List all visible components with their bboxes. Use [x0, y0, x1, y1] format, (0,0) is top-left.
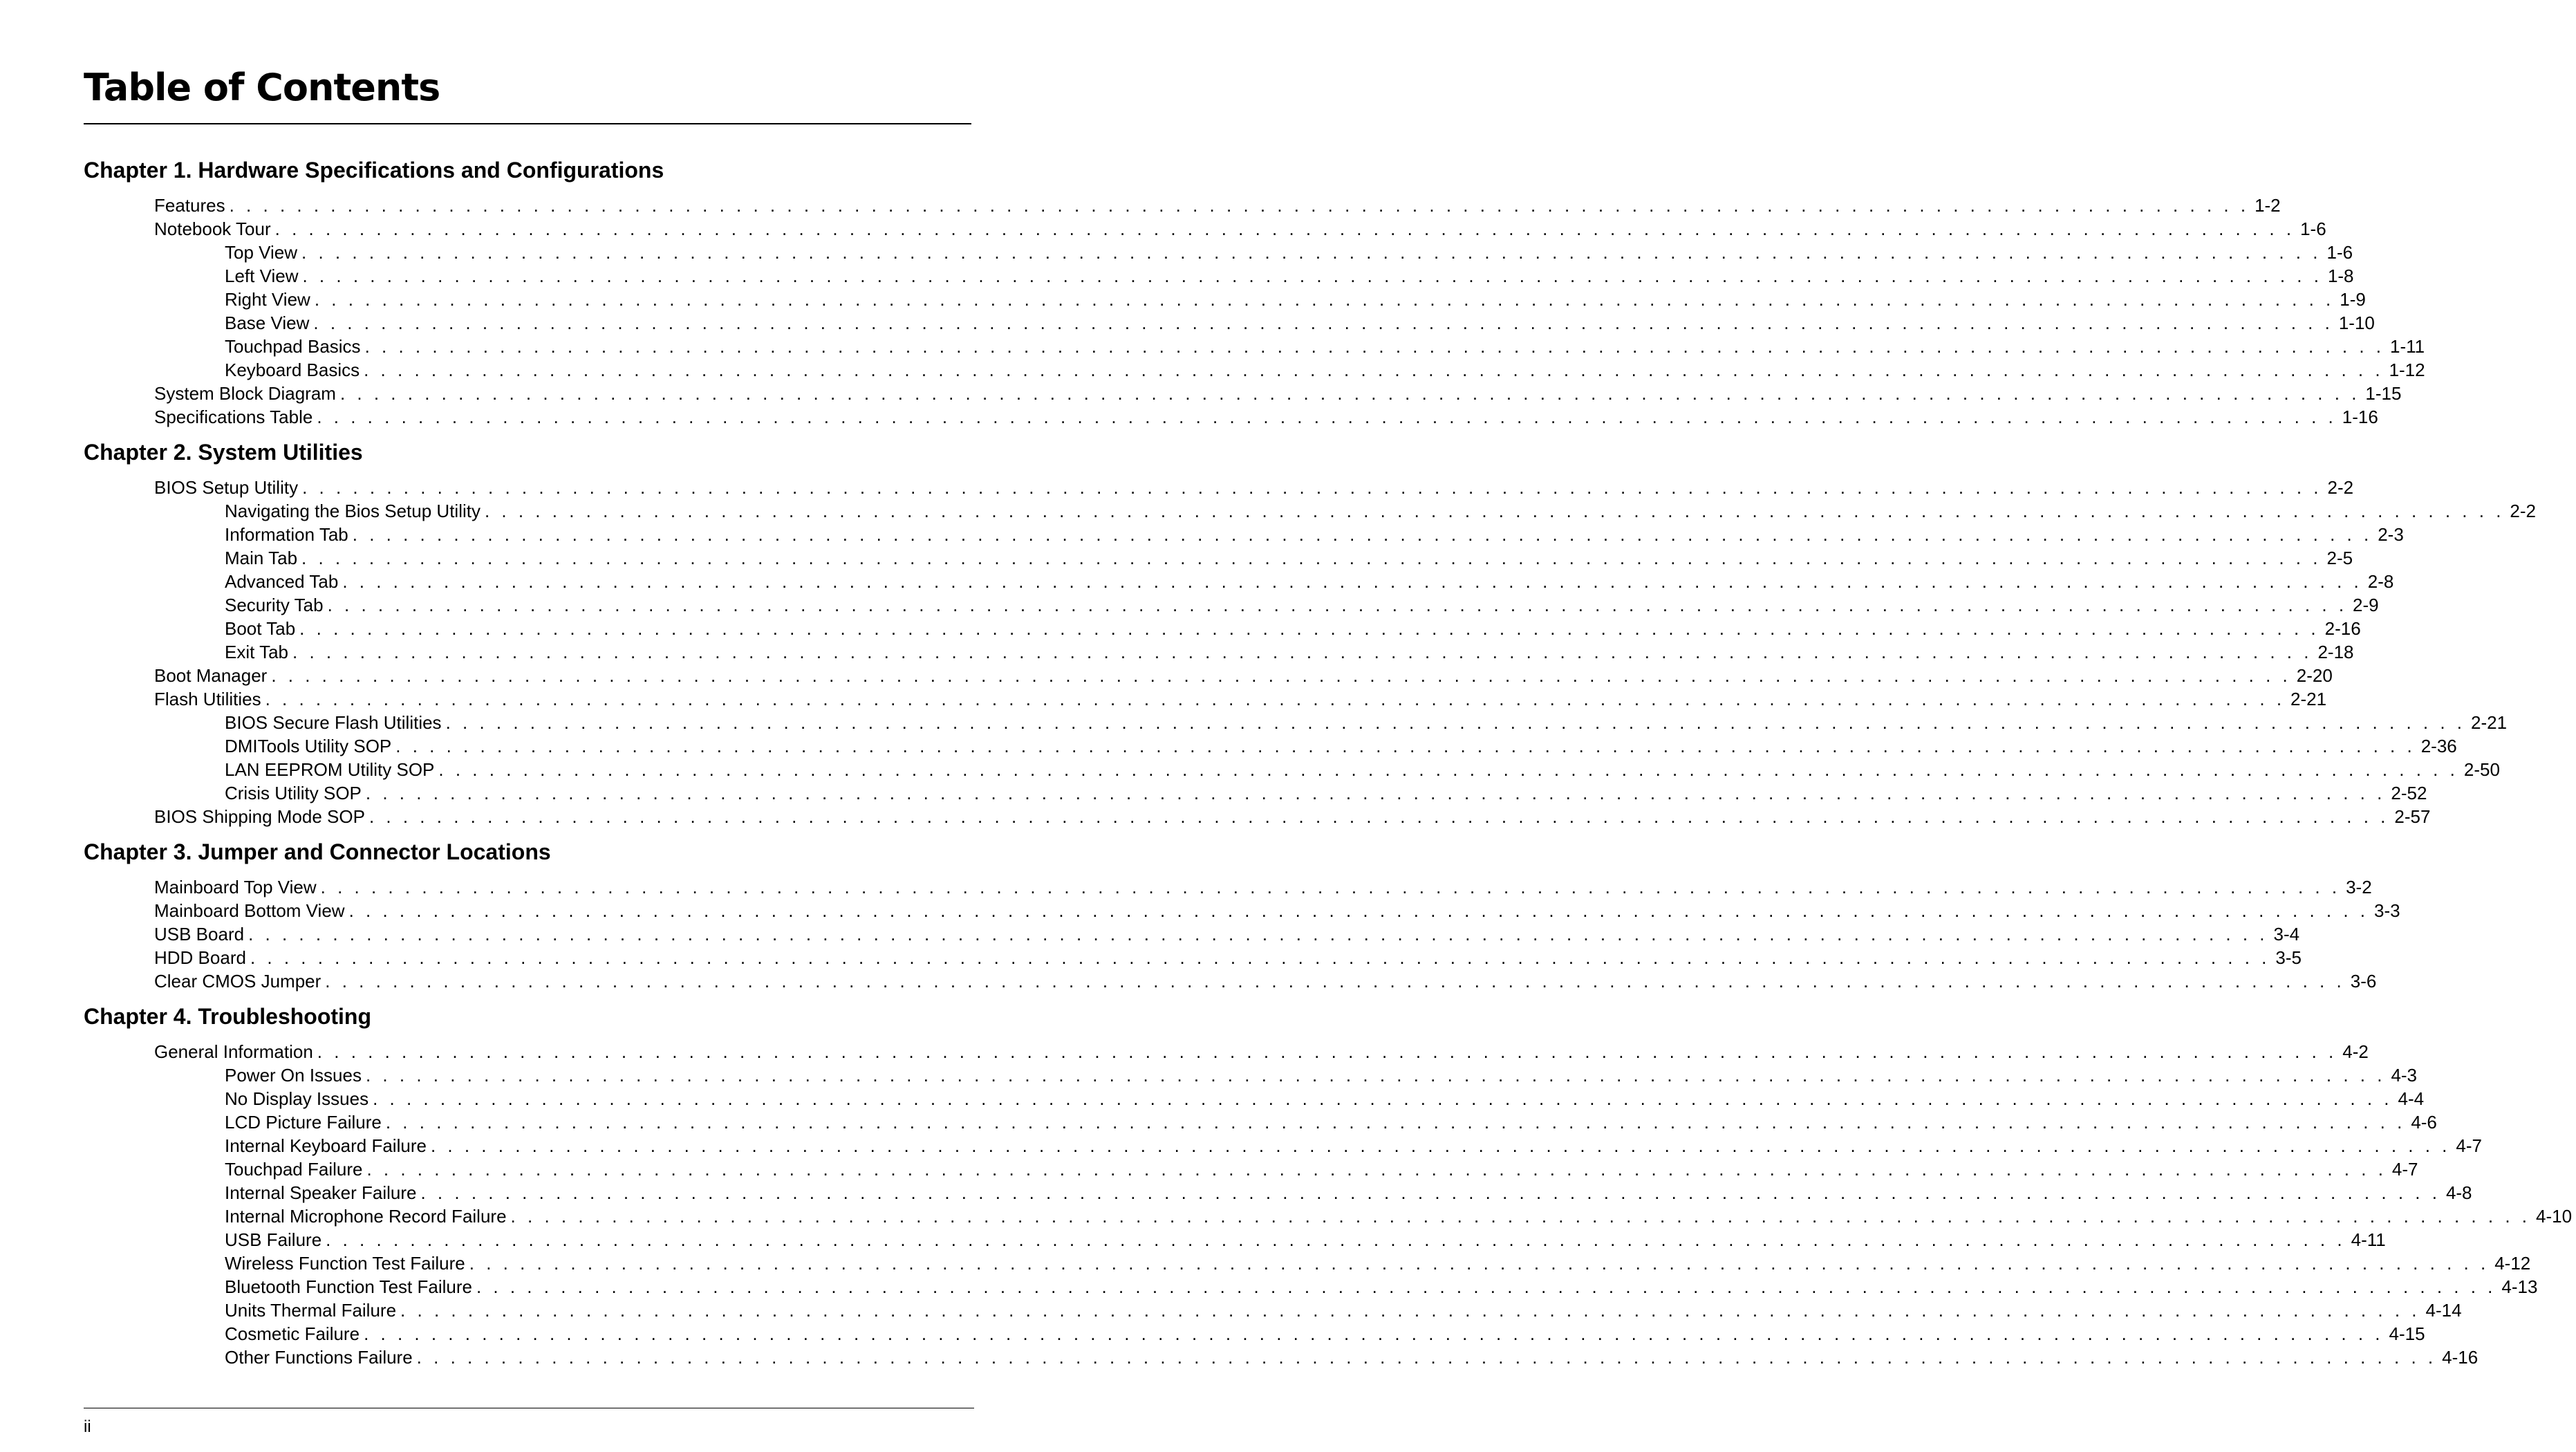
- toc-entry-label: BIOS Secure Flash Utilities: [225, 712, 442, 733]
- chapter-section: [84, 839, 2400, 993]
- toc-entry[interactable]: [84, 1134, 2482, 1157]
- toc-entry-page: 4-12: [2494, 1253, 2531, 1274]
- dot-leader: . . . . . . . . . . . . . . . . . . . . . . . . . . . . . . . . . . . . . . . . . . . . . . . . . . . . . . . . . . . . . . . . . . . . . . . . . . . . . . . . . . . . . . . . . . . . . . . . . . . . . . . . . . . . . . . . . . . . . . . .: [229, 195, 2250, 216]
- toc-entry-label: Power On Issues: [225, 1065, 362, 1086]
- chapter-section: [84, 1004, 2573, 1369]
- dot-leader: . . . . . . . . . . . . . . . . . . . . . . . . . . . . . . . . . . . . . . . . . . . . . . . . . . . . . . . . . . . . . . . . . . . . . . . . . . . . . . . . . . . . . . . . . . . . . . . . . . . . . . . . . . . . . . . . . . . . . . . .: [301, 242, 2322, 263]
- toc-entry[interactable]: [84, 382, 2402, 405]
- dot-leader: . . . . . . . . . . . . . . . . . . . . . . . . . . . . . . . . . . . . . . . . . . . . . . . . . . . . . . . . . . . . . . . . . . . . . . . . . . . . . . . . . . . . . . . . . . . . . . . . . . . . . . . . . . . . . . . . . . . . . . . .: [400, 1300, 2420, 1321]
- toc-entry-label: General Information: [154, 1041, 313, 1062]
- toc-entry-page: 3-3: [2374, 900, 2400, 921]
- toc-entry-page: 2-2: [2510, 501, 2536, 521]
- dot-leader: . . . . . . . . . . . . . . . . . . . . . . . . . . . . . . . . . . . . . . . . . . . . . . . . . . . . . . . . . . . . . . . . . . . . . . . . . . . . . . . . . . . . . . . . . . . . . . . . . . . . . . . . . . . . . . . . . . . . . . . .: [445, 712, 2466, 733]
- dot-leader: . . . . . . . . . . . . . . . . . . . . . . . . . . . . . . . . . . . . . . . . . . . . . . . . . . . . . . . . . . . . . . . . . . . . . . . . . . . . . . . . . . . . . . . . . . . . . . . . . . . . . . . . . . . . . . . . . . . . . . . .: [365, 1065, 2386, 1086]
- dot-leader: . . . . . . . . . . . . . . . . . . . . . . . . . . . . . . . . . . . . . . . . . . . . . . . . . . . . . . . . . . . . . . . . . . . . . . . . . . . . . . . . . . . . . . . . . . . . . . . . . . . . . . . . . . . . . . . . . . . . . . . .: [339, 383, 2360, 404]
- toc-entry-label: System Block Diagram: [154, 383, 336, 404]
- toc-entry[interactable]: [84, 358, 2425, 382]
- toc-entry-page: 2-57: [2394, 806, 2431, 827]
- toc-entry-label: No Display Issues: [225, 1088, 369, 1109]
- toc-entry[interactable]: [84, 194, 2281, 217]
- chapter-heading: Chapter 1. Hardware Specifications and Configurations: [84, 158, 664, 183]
- dot-leader: . . . . . . . . . . . . . . . . . . . . . . . . . . . . . . . . . . . . . . . . . . . . . . . . . . . . . . . . . . . . . . . . . . . . . . . . . . . . . . . . . . . . . . . . . . . . . . . . . . . . . . . . . . . . . . . . . . . . . . . .: [320, 877, 2341, 897]
- toc-entry[interactable]: [84, 499, 2536, 523]
- toc-entry-label: Information Tab: [225, 524, 348, 545]
- toc-entry-label: USB Board: [154, 924, 245, 944]
- toc-entry-page: 4-2: [2342, 1041, 2369, 1062]
- page-title: Table of Contents: [84, 66, 440, 109]
- toc-entry-page: 2-21: [2290, 689, 2327, 709]
- dot-leader: . . . . . . . . . . . . . . . . . . . . . . . . . . . . . . . . . . . . . . . . . . . . . . . . . . . . . . . . . . . . . . . . . . . . . . . . . . . . . . . . . . . . . . . . . . . . . . . . . . . . . . . . . . . . . . . . . . . . . . . .: [299, 618, 2320, 639]
- toc-entry-label: Security Tab: [225, 595, 324, 615]
- toc-entry-label: Left View: [225, 266, 299, 286]
- toc-entry-page: 4-11: [2351, 1229, 2386, 1250]
- toc-entry-page: 1-12: [2389, 360, 2425, 380]
- chapter-heading: Chapter 3. Jumper and Connector Locations: [84, 839, 551, 864]
- dot-leader: . . . . . . . . . . . . . . . . . . . . . . . . . . . . . . . . . . . . . . . . . . . . . . . . . . . . . . . . . . . . . . . . . . . . . . . . . . . . . . . . . . . . . . . . . . . . . . . . . . . . . . . . . . . . . . . . . . . . . . . .: [373, 1088, 2393, 1109]
- title-divider: [84, 123, 971, 124]
- toc-entry-page: 2-50: [2463, 759, 2500, 780]
- toc-entry-label: Internal Keyboard Failure: [225, 1135, 427, 1156]
- dot-leader: . . . . . . . . . . . . . . . . . . . . . . . . . . . . . . . . . . . . . . . . . . . . . . . . . . . . . . . . . . . . . . . . . . . . . . . . . . . . . . . . . . . . . . . . . . . . . . . . . . . . . . . . . . . . . . . . . . . . . . . .: [366, 1159, 2387, 1180]
- toc-entry[interactable]: [84, 1322, 2425, 1346]
- toc-entry-page: 2-9: [2353, 595, 2379, 615]
- toc-entry-label: HDD Board: [154, 947, 246, 968]
- toc-entry[interactable]: [84, 711, 2508, 734]
- dot-leader: . . . . . . . . . . . . . . . . . . . . . . . . . . . . . . . . . . . . . . . . . . . . . . . . . . . . . . . . . . . . . . . . . . . . . . . . . . . . . . . . . . . . . . . . . . . . . . . . . . . . . . . . . . . . . . . . . . . . . . . .: [274, 218, 2295, 239]
- toc-entry-label: Specifications Table: [154, 407, 313, 427]
- toc-entry[interactable]: [84, 217, 2326, 241]
- page-number: ii: [84, 1417, 91, 1436]
- toc-entry[interactable]: [84, 758, 2500, 781]
- dot-leader: . . . . . . . . . . . . . . . . . . . . . . . . . . . . . . . . . . . . . . . . . . . . . . . . . . . . . . . . . . . . . . . . . . . . . . . . . . . . . . . . . . . . . . . . . . . . . . . . . . . . . . . . . . . . . . . . . . . . . . . .: [342, 571, 2362, 592]
- toc-entry-label: Touchpad Failure: [225, 1159, 363, 1180]
- dot-leader: . . . . . . . . . . . . . . . . . . . . . . . . . . . . . . . . . . . . . . . . . . . . . . . . . . . . . . . . . . . . . . . . . . . . . . . . . . . . . . . . . . . . . . . . . . . . . . . . . . . . . . . . . . . . . . . . . . . . . . . .: [326, 1229, 2346, 1250]
- dot-leader: . . . . . . . . . . . . . . . . . . . . . . . . . . . . . . . . . . . . . . . . . . . . . . . . . . . . . . . . . . . . . . . . . . . . . . . . . . . . . . . . . . . . . . . . . . . . . . . . . . . . . . . . . . . . . . . . . . . . . . . .: [365, 783, 2386, 803]
- dot-leader: . . . . . . . . . . . . . . . . . . . . . . . . . . . . . . . . . . . . . . . . . . . . . . . . . . . . . . . . . . . . . . . . . . . . . . . . . . . . . . . . . . . . . . . . . . . . . . . . . . . . . . . . . . . . . . . . . . . . . . . .: [420, 1182, 2440, 1203]
- toc-entry-page: 2-36: [2420, 736, 2457, 756]
- toc-entry-label: Other Functions Failure: [225, 1347, 413, 1368]
- toc-entry[interactable]: [84, 875, 2372, 899]
- toc-entry[interactable]: [84, 1228, 2386, 1251]
- dot-leader: . . . . . . . . . . . . . . . . . . . . . . . . . . . . . . . . . . . . . . . . . . . . . . . . . . . . . . . . . . . . . . . . . . . . . . . . . . . . . . . . . . . . . . . . . . . . . . . . . . . . . . . . . . . . . . . . . . . . . . . .: [484, 501, 2505, 521]
- dot-leader: . . . . . . . . . . . . . . . . . . . . . . . . . . . . . . . . . . . . . . . . . . . . . . . . . . . . . . . . . . . . . . . . . . . . . . . . . . . . . . . . . . . . . . . . . . . . . . . . . . . . . . . . . . . . . . . . . . . . . . . .: [317, 1041, 2337, 1062]
- toc-entry[interactable]: [84, 288, 2366, 311]
- dot-leader: . . . . . . . . . . . . . . . . . . . . . . . . . . . . . . . . . . . . . . . . . . . . . . . . . . . . . . . . . . . . . . . . . . . . . . . . . . . . . . . . . . . . . . . . . . . . . . . . . . . . . . . . . . . . . . . . . . . . . . . .: [325, 971, 2345, 992]
- toc-entry[interactable]: [84, 1299, 2462, 1322]
- toc-entry[interactable]: [84, 311, 2375, 335]
- toc-entry[interactable]: [84, 640, 2354, 664]
- dot-leader: . . . . . . . . . . . . . . . . . . . . . . . . . . . . . . . . . . . . . . . . . . . . . . . . . . . . . . . . . . . . . . . . . . . . . . . . . . . . . . . . . . . . . . . . . . . . . . . . . . . . . . . . . . . . . . . . . . . . . . . .: [271, 665, 2291, 686]
- toc-entry-label: Exit Tab: [225, 642, 289, 662]
- toc-entry[interactable]: [84, 405, 2378, 429]
- toc-entry-label: Mainboard Bottom View: [154, 900, 345, 921]
- toc-entry-label: Navigating the Bios Setup Utility: [225, 501, 480, 521]
- toc-entry-page: 4-16: [2442, 1347, 2479, 1368]
- toc-entry-label: Advanced Tab: [225, 571, 339, 592]
- toc-entry-page: 4-14: [2425, 1300, 2462, 1321]
- toc-entry[interactable]: [84, 1181, 2472, 1204]
- toc-entry-page: 4-6: [2411, 1112, 2437, 1133]
- dot-leader: . . . . . . . . . . . . . . . . . . . . . . . . . . . . . . . . . . . . . . . . . . . . . . . . . . . . . . . . . . . . . . . . . . . . . . . . . . . . . . . . . . . . . . . . . . . . . . . . . . . . . . . . . . . . . . . . . . . . . . . .: [416, 1347, 2437, 1368]
- toc-entry[interactable]: [84, 1275, 2538, 1299]
- toc-entry-label: Base View: [225, 313, 310, 333]
- toc-entry-page: 3-6: [2350, 971, 2377, 992]
- toc-entry[interactable]: [84, 476, 2354, 499]
- toc-entry-label: Main Tab: [225, 548, 298, 568]
- toc-entry-label: LAN EEPROM Utility SOP: [225, 759, 435, 780]
- dot-leader: . . . . . . . . . . . . . . . . . . . . . . . . . . . . . . . . . . . . . . . . . . . . . . . . . . . . . . . . . . . . . . . . . . . . . . . . . . . . . . . . . . . . . . . . . . . . . . . . . . . . . . . . . . . . . . . . . . . . . . . .: [314, 289, 2335, 310]
- toc-entry-page: 4-15: [2389, 1323, 2425, 1344]
- toc-entry-page: 4-7: [2456, 1135, 2482, 1156]
- toc-entry[interactable]: [84, 1157, 2418, 1181]
- toc-entry-label: Cosmetic Failure: [225, 1323, 360, 1344]
- dot-leader: . . . . . . . . . . . . . . . . . . . . . . . . . . . . . . . . . . . . . . . . . . . . . . . . . . . . . . . . . . . . . . . . . . . . . . . . . . . . . . . . . . . . . . . . . . . . . . . . . . . . . . . . . . . . . . . . . . . . . . . .: [317, 407, 2337, 427]
- toc-entry[interactable]: [84, 1204, 2573, 1228]
- toc-entry-label: BIOS Shipping Mode SOP: [154, 806, 365, 827]
- toc-entry[interactable]: [84, 664, 2333, 687]
- toc-entry-page: 4-10: [2536, 1206, 2573, 1227]
- dot-leader: . . . . . . . . . . . . . . . . . . . . . . . . . . . . . . . . . . . . . . . . . . . . . . . . . . . . . . . . . . . . . . . . . . . . . . . . . . . . . . . . . . . . . . . . . . . . . . . . . . . . . . . . . . . . . . . . . . . . . . . .: [265, 689, 2286, 709]
- toc-entry-page: 4-7: [2391, 1159, 2418, 1180]
- toc-entry-page: 2-52: [2391, 783, 2427, 803]
- toc-entry-label: Top View: [225, 242, 298, 263]
- toc-entry-page: 1-8: [2327, 266, 2354, 286]
- toc-entry-label: LCD Picture Failure: [225, 1112, 382, 1133]
- toc-entry-label: Internal Speaker Failure: [225, 1182, 417, 1203]
- toc-entry-page: 1-10: [2338, 313, 2375, 333]
- toc-entry-label: Bluetooth Function Test Failure: [225, 1276, 472, 1297]
- toc-entry-page: 1-6: [2326, 242, 2353, 263]
- dot-leader: . . . . . . . . . . . . . . . . . . . . . . . . . . . . . . . . . . . . . . . . . . . . . . . . . . . . . . . . . . . . . . . . . . . . . . . . . . . . . . . . . . . . . . . . . . . . . . . . . . . . . . . . . . . . . . . . . . . . . . . .: [248, 924, 2268, 944]
- dot-leader: . . . . . . . . . . . . . . . . . . . . . . . . . . . . . . . . . . . . . . . . . . . . . . . . . . . . . . . . . . . . . . . . . . . . . . . . . . . . . . . . . . . . . . . . . . . . . . . . . . . . . . . . . . . . . . . . . . . . . . . .: [364, 1323, 2384, 1344]
- toc-entry-page: 3-2: [2346, 877, 2372, 897]
- toc-entry[interactable]: [84, 264, 2354, 288]
- toc-entry-page: 1-6: [2300, 218, 2326, 239]
- dot-leader: . . . . . . . . . . . . . . . . . . . . . . . . . . . . . . . . . . . . . . . . . . . . . . . . . . . . . . . . . . . . . . . . . . . . . . . . . . . . . . . . . . . . . . . . . . . . . . . . . . . . . . . . . . . . . . . . . . . . . . . .: [327, 595, 2348, 615]
- toc-entry-label: BIOS Setup Utility: [154, 477, 299, 498]
- dot-leader: . . . . . . . . . . . . . . . . . . . . . . . . . . . . . . . . . . . . . . . . . . . . . . . . . . . . . . . . . . . . . . . . . . . . . . . . . . . . . . . . . . . . . . . . . . . . . . . . . . . . . . . . . . . . . . . . . . . . . . . .: [395, 736, 2416, 756]
- toc-entry[interactable]: [84, 546, 2353, 570]
- dot-leader: . . . . . . . . . . . . . . . . . . . . . . . . . . . . . . . . . . . . . . . . . . . . . . . . . . . . . . . . . . . . . . . . . . . . . . . . . . . . . . . . . . . . . . . . . . . . . . . . . . . . . . . . . . . . . . . . . . . . . . . .: [250, 947, 2270, 968]
- toc-entry-page: 4-3: [2391, 1065, 2418, 1086]
- dot-leader: . . . . . . . . . . . . . . . . . . . . . . . . . . . . . . . . . . . . . . . . . . . . . . . . . . . . . . . . . . . . . . . . . . . . . . . . . . . . . . . . . . . . . . . . . . . . . . . . . . . . . . . . . . . . . . . . . . . . . . . .: [302, 477, 2322, 498]
- toc-entry-label: Mainboard Top View: [154, 877, 317, 897]
- dot-leader: . . . . . . . . . . . . . . . . . . . . . . . . . . . . . . . . . . . . . . . . . . . . . . . . . . . . . . . . . . . . . . . . . . . . . . . . . . . . . . . . . . . . . . . . . . . . . . . . . . . . . . . . . . . . . . . . . . . . . . . .: [352, 524, 2373, 545]
- toc-entry[interactable]: [84, 1251, 2531, 1275]
- toc-entry[interactable]: [84, 781, 2427, 805]
- dot-leader: . . . . . . . . . . . . . . . . . . . . . . . . . . . . . . . . . . . . . . . . . . . . . . . . . . . . . . . . . . . . . . . . . . . . . . . . . . . . . . . . . . . . . . . . . . . . . . . . . . . . . . . . . . . . . . . . . . . . . . . .: [364, 360, 2384, 380]
- dot-leader: . . . . . . . . . . . . . . . . . . . . . . . . . . . . . . . . . . . . . . . . . . . . . . . . . . . . . . . . . . . . . . . . . . . . . . . . . . . . . . . . . . . . . . . . . . . . . . . . . . . . . . . . . . . . . . . . . . . . . . . .: [469, 1253, 2490, 1274]
- toc-entry[interactable]: [84, 687, 2327, 711]
- toc-entry[interactable]: [84, 241, 2353, 264]
- dot-leader: . . . . . . . . . . . . . . . . . . . . . . . . . . . . . . . . . . . . . . . . . . . . . . . . . . . . . . . . . . . . . . . . . . . . . . . . . . . . . . . . . . . . . . . . . . . . . . . . . . . . . . . . . . . . . . . . . . . . . . . .: [364, 336, 2385, 357]
- toc-entry[interactable]: [84, 734, 2457, 758]
- toc-entry-page: 4-8: [2445, 1182, 2472, 1203]
- toc-entry-label: Features: [154, 195, 225, 216]
- toc-entry-label: USB Failure: [225, 1229, 322, 1250]
- dot-leader: . . . . . . . . . . . . . . . . . . . . . . . . . . . . . . . . . . . . . . . . . . . . . . . . . . . . . . . . . . . . . . . . . . . . . . . . . . . . . . . . . . . . . . . . . . . . . . . . . . . . . . . . . . . . . . . . . . . . . . . .: [510, 1206, 2530, 1227]
- toc-entry-page: 4-13: [2501, 1276, 2538, 1297]
- chapter-heading: Chapter 2. System Utilities: [84, 440, 363, 465]
- dot-leader: . . . . . . . . . . . . . . . . . . . . . . . . . . . . . . . . . . . . . . . . . . . . . . . . . . . . . . . . . . . . . . . . . . . . . . . . . . . . . . . . . . . . . . . . . . . . . . . . . . . . . . . . . . . . . . . . . . . . . . . .: [476, 1276, 2496, 1297]
- toc-entry[interactable]: [84, 969, 2377, 993]
- toc-entry[interactable]: [84, 1087, 2425, 1110]
- toc-entry-page: 1-15: [2365, 383, 2402, 404]
- dot-leader: . . . . . . . . . . . . . . . . . . . . . . . . . . . . . . . . . . . . . . . . . . . . . . . . . . . . . . . . . . . . . . . . . . . . . . . . . . . . . . . . . . . . . . . . . . . . . . . . . . . . . . . . . . . . . . . . . . . . . . . .: [368, 806, 2389, 827]
- toc-entry[interactable]: [84, 946, 2302, 969]
- toc-entry[interactable]: [84, 570, 2394, 593]
- toc-entry-page: 1-9: [2340, 289, 2366, 310]
- toc-entry-page: 3-5: [2275, 947, 2302, 968]
- toc-entry-label: Wireless Function Test Failure: [225, 1253, 465, 1274]
- toc-entry-page: 1-2: [2255, 195, 2281, 216]
- toc-entry-label: Units Thermal Failure: [225, 1300, 397, 1321]
- toc-entry-page: 1-11: [2390, 336, 2425, 357]
- toc-entry-label: Right View: [225, 289, 310, 310]
- toc-entry-page: 2-5: [2326, 548, 2353, 568]
- toc-entry-label: Notebook Tour: [154, 218, 271, 239]
- toc-entry-label: Flash Utilities: [154, 689, 261, 709]
- toc-entry-page: 2-8: [2367, 571, 2394, 592]
- dot-leader: . . . . . . . . . . . . . . . . . . . . . . . . . . . . . . . . . . . . . . . . . . . . . . . . . . . . . . . . . . . . . . . . . . . . . . . . . . . . . . . . . . . . . . . . . . . . . . . . . . . . . . . . . . . . . . . . . . . . . . . .: [292, 642, 2313, 662]
- toc-entry-page: 2-21: [2471, 712, 2508, 733]
- dot-leader: . . . . . . . . . . . . . . . . . . . . . . . . . . . . . . . . . . . . . . . . . . . . . . . . . . . . . . . . . . . . . . . . . . . . . . . . . . . . . . . . . . . . . . . . . . . . . . . . . . . . . . . . . . . . . . . . . . . . . . . .: [313, 313, 2333, 333]
- toc-entry[interactable]: [84, 1063, 2418, 1087]
- dot-leader: . . . . . . . . . . . . . . . . . . . . . . . . . . . . . . . . . . . . . . . . . . . . . . . . . . . . . . . . . . . . . . . . . . . . . . . . . . . . . . . . . . . . . . . . . . . . . . . . . . . . . . . . . . . . . . . . . . . . . . . .: [301, 548, 2322, 568]
- toc-entry-label: DMITools Utility SOP: [225, 736, 392, 756]
- chapter-heading: Chapter 4. Troubleshooting: [84, 1004, 372, 1029]
- toc-entry-label: Clear CMOS Jumper: [154, 971, 321, 992]
- toc-entry-page: 3-4: [2273, 924, 2300, 944]
- toc-entry-label: Internal Microphone Record Failure: [225, 1206, 507, 1227]
- toc-entry-page: 1-16: [2342, 407, 2378, 427]
- dot-leader: . . . . . . . . . . . . . . . . . . . . . . . . . . . . . . . . . . . . . . . . . . . . . . . . . . . . . . . . . . . . . . . . . . . . . . . . . . . . . . . . . . . . . . . . . . . . . . . . . . . . . . . . . . . . . . . . . . . . . . . .: [302, 266, 2322, 286]
- toc-entry[interactable]: [84, 1040, 2369, 1063]
- chapter-section: [84, 158, 2425, 429]
- toc-entry-page: 2-16: [2324, 618, 2361, 639]
- toc-entry-page: 2-20: [2296, 665, 2333, 686]
- toc-entry[interactable]: [84, 922, 2300, 946]
- toc-entry-label: Boot Tab: [225, 618, 296, 639]
- table-of-contents: [84, 158, 2573, 1369]
- toc-entry-label: Keyboard Basics: [225, 360, 360, 380]
- toc-entry[interactable]: [84, 335, 2425, 358]
- toc-entry[interactable]: [84, 899, 2400, 922]
- toc-entry[interactable]: [84, 1346, 2479, 1369]
- toc-entry-page: 2-18: [2317, 642, 2354, 662]
- toc-entry-page: 4-4: [2398, 1088, 2425, 1109]
- toc-entry[interactable]: [84, 523, 2404, 546]
- toc-entry[interactable]: [84, 617, 2361, 640]
- toc-entry[interactable]: [84, 805, 2431, 828]
- dot-leader: . . . . . . . . . . . . . . . . . . . . . . . . . . . . . . . . . . . . . . . . . . . . . . . . . . . . . . . . . . . . . . . . . . . . . . . . . . . . . . . . . . . . . . . . . . . . . . . . . . . . . . . . . . . . . . . . . . . . . . . .: [348, 900, 2369, 921]
- toc-entry-label: Crisis Utility SOP: [225, 783, 362, 803]
- toc-entry-label: Boot Manager: [154, 665, 268, 686]
- toc-entry[interactable]: [84, 1110, 2437, 1134]
- toc-entry-page: 2-3: [2378, 524, 2404, 545]
- dot-leader: . . . . . . . . . . . . . . . . . . . . . . . . . . . . . . . . . . . . . . . . . . . . . . . . . . . . . . . . . . . . . . . . . . . . . . . . . . . . . . . . . . . . . . . . . . . . . . . . . . . . . . . . . . . . . . . . . . . . . . . .: [438, 759, 2458, 780]
- chapter-section: [84, 440, 2536, 828]
- dot-leader: . . . . . . . . . . . . . . . . . . . . . . . . . . . . . . . . . . . . . . . . . . . . . . . . . . . . . . . . . . . . . . . . . . . . . . . . . . . . . . . . . . . . . . . . . . . . . . . . . . . . . . . . . . . . . . . . . . . . . . . .: [385, 1112, 2406, 1133]
- toc-entry-page: 2-2: [2327, 477, 2354, 498]
- toc-entry[interactable]: [84, 593, 2379, 617]
- dot-leader: . . . . . . . . . . . . . . . . . . . . . . . . . . . . . . . . . . . . . . . . . . . . . . . . . . . . . . . . . . . . . . . . . . . . . . . . . . . . . . . . . . . . . . . . . . . . . . . . . . . . . . . . . . . . . . . . . . . . . . . .: [430, 1135, 2451, 1156]
- toc-entry-label: Touchpad Basics: [225, 336, 361, 357]
